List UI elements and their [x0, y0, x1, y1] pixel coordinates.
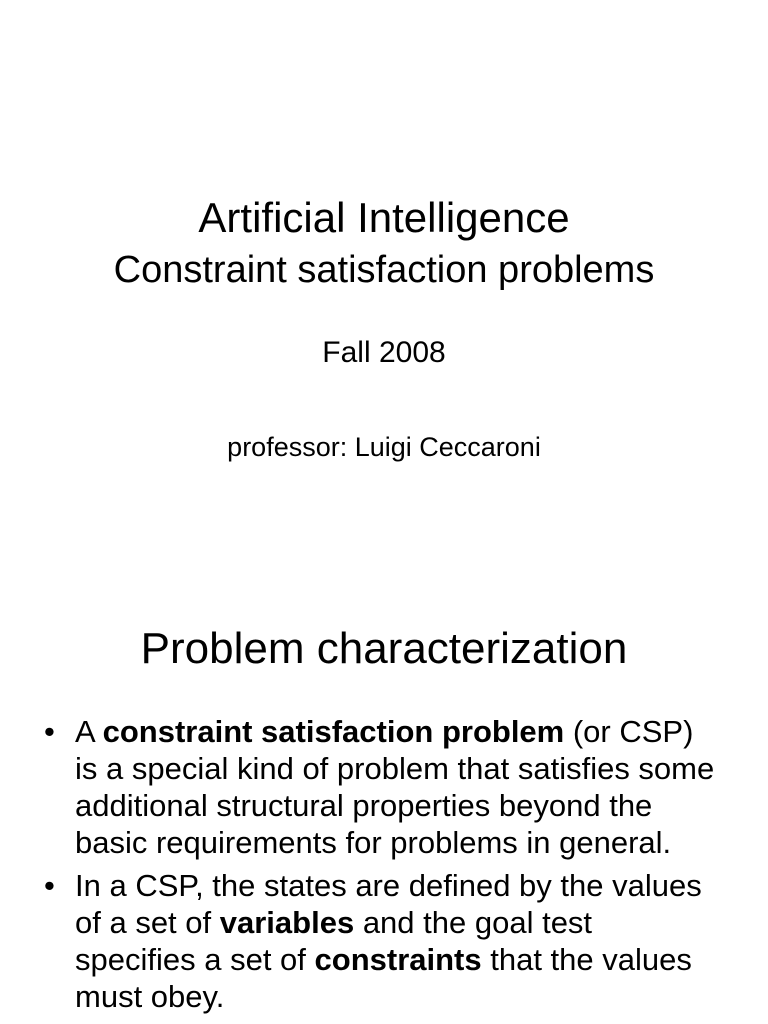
bullet-item-csp-states — [0, 867, 768, 1015]
bullet-text: and the goal test specifies a set of — [75, 905, 593, 977]
bullet-text: In a CSP, the states are defined by the values of a set of — [75, 868, 702, 940]
content-slide-title: Problem characterization — [140, 624, 628, 673]
bullet-bold-term: constraints — [314, 942, 482, 977]
bullet-text: (or CSP) is a special kind of problem that satisfies some additional structural properties beyond the basic requirements for problems in general. — [75, 714, 715, 860]
bullet-dot: • — [44, 714, 55, 749]
content-slide — [0, 576, 768, 1024]
bullet-text: that the values must obey. — [75, 942, 692, 1014]
bullet-text: A — [75, 714, 103, 749]
bullet-bold-term: variables — [219, 905, 355, 940]
slide-subtitle: Constraint satisfaction problems — [113, 249, 655, 291]
bullet-dot: • — [44, 868, 55, 903]
professor-name: professor: Luigi Ceccaroni — [227, 432, 541, 462]
bullet-bold-term: constraint satisfaction problem — [102, 714, 565, 749]
slide-title: Artificial Intelligence — [198, 194, 570, 241]
course-term: Fall 2008 — [322, 336, 446, 369]
bullet-item-csp-definition — [0, 713, 768, 861]
bullet-list — [0, 713, 768, 1021]
